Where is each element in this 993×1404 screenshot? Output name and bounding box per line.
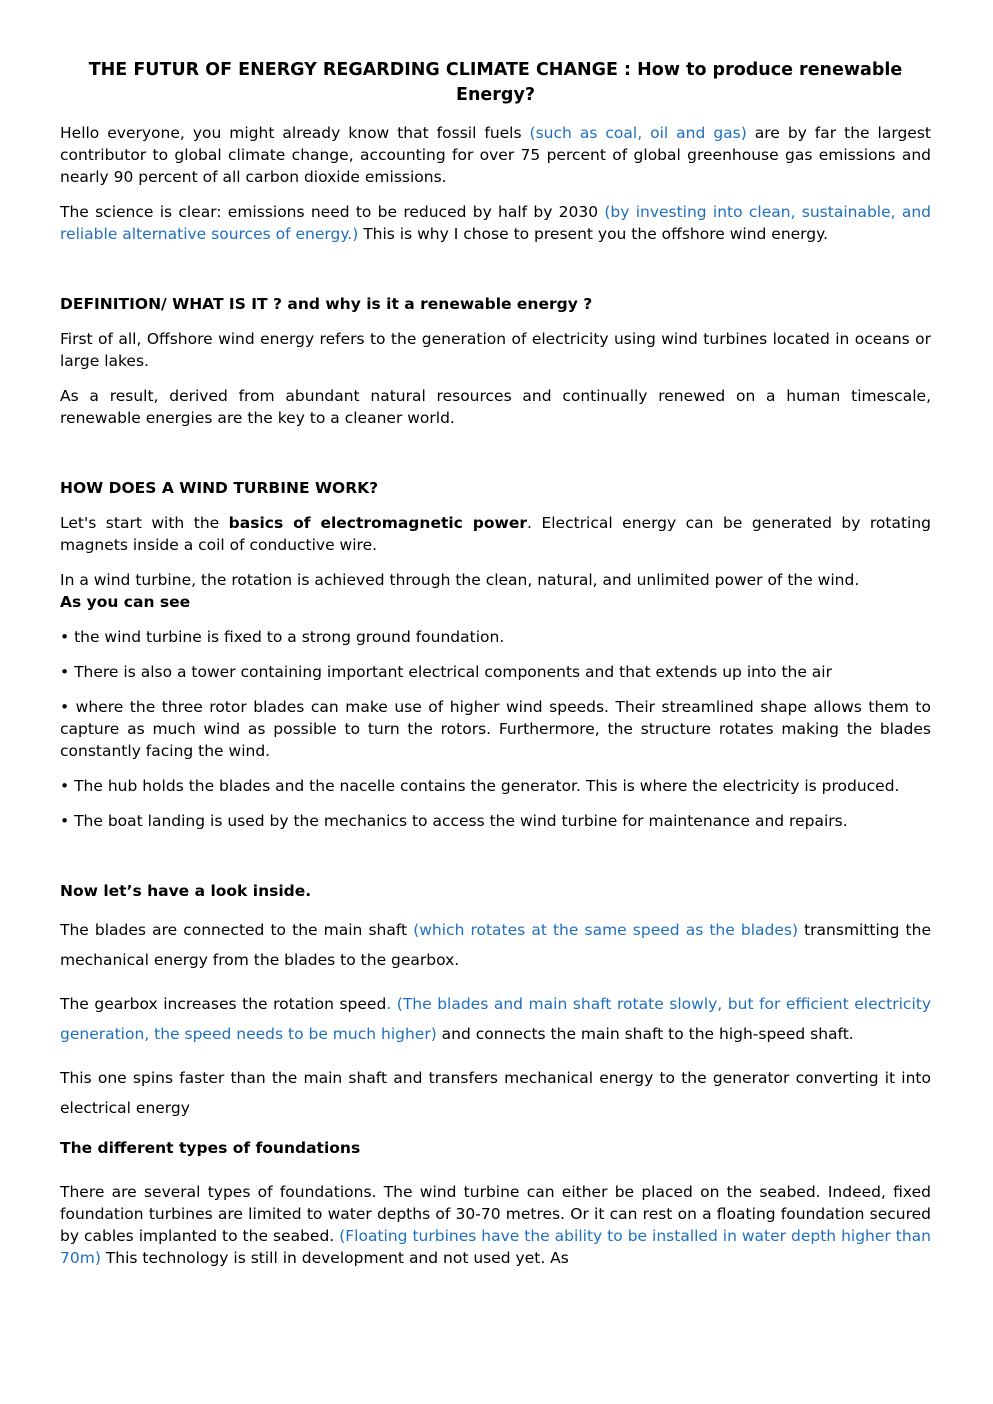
how-paragraph-2: [60, 569, 931, 613]
section-spacer: [60, 442, 931, 477]
bullet-item: • the wind turbine is fixed to a strong ground foundation.: [60, 628, 505, 646]
inside-heading: Now let’s have a look inside.: [60, 882, 312, 900]
bullet-item: • where the three rotor blades can make use of higher wind speeds. Their streamlined shape allows them to capture as much wind as possible to turn the rotors. Furthermore, the structure rotates making the blades constantly facing the wind.: [60, 698, 931, 760]
bullet-item: • The boat landing is used by the mechanics to access the wind turbine for maintenance and repairs.: [60, 812, 848, 830]
intro-paragraph-1: [60, 122, 931, 188]
inside-text: transmitting the mechanical energy from the blades to the gearbox.: [60, 921, 931, 969]
definition-paragraph-1: First of all, Offshore wind energy refers to the generation of electricity using wind turbines located in oceans or large lakes.: [60, 330, 931, 370]
section-spacer: [60, 258, 931, 293]
how-text: . Electrical energy can be generated by rotating magnets inside a coil of conductive wire.: [60, 514, 932, 554]
intro-highlight: (such as coal, oil and gas): [529, 124, 747, 142]
inside-paragraph-2: [60, 989, 931, 1049]
inside-text: The gearbox increases the rotation speed: [60, 995, 387, 1013]
how-text: Let's start with the: [60, 514, 229, 532]
foundations-paragraph: [60, 1181, 931, 1269]
how-text: In a wind turbine, the rotation is achieved through the clean, natural, and unlimited power of the wind.: [60, 571, 860, 589]
inside-paragraph-3: This one spins faster than the main shaft and transfers mechanical energy to the generator converting it into electrical energy: [60, 1069, 931, 1117]
bullet-item: • The hub holds the blades and the nacelle contains the generator. This is where the electricity is produced.: [60, 777, 900, 795]
foundations-text: There are several types of foundations. The wind turbine can either be placed on the seabed. Indeed, fixed foundation turbines are limited to water depths of 30-70 metres. Or it can rest on a floating foundation secured by cables implanted to the seabed.: [60, 1183, 931, 1245]
foundations-heading: The different types of foundations: [60, 1139, 361, 1157]
inside-paragraph-1: [60, 915, 931, 975]
how-paragraph-1: [60, 512, 931, 556]
foundations-highlight: (Floating turbines have the ability to be installed in water depth higher than 70m): [60, 1227, 931, 1267]
how-heading: HOW DOES A WIND TURBINE WORK?: [60, 479, 379, 497]
intro-text: are by far the largest contributor to global climate change, accounting for over 75 percent of global greenhouse gas emissions and nearly 90 percent of all carbon dioxide emissions.: [60, 124, 931, 186]
definition-heading: DEFINITION/ WHAT IS IT ? and why is it a renewable energy ?: [60, 295, 593, 313]
section-spacer: [60, 845, 931, 880]
intro-highlight: (by investing into clean, sustainable, and reliable alternative sources of energy.): [60, 203, 931, 243]
bullet-item: • There is also a tower containing important electrical components and that extends up into the air: [60, 663, 832, 681]
how-bold-text: basics of electromagnetic power: [228, 514, 528, 532]
document-page: [60, 58, 931, 1282]
how-bold-text: As you can see: [60, 593, 191, 611]
intro-text: This is why I chose to present you the offshore wind energy.: [358, 225, 829, 243]
document-title: THE FUTUR OF ENERGY REGARDING CLIMATE CHANGE : How to produce renewable Energy?: [88, 60, 903, 105]
intro-text: Hello everyone, you might already know that fossil fuels: [60, 124, 530, 142]
foundations-text: This technology is still in development and not used yet. As: [100, 1249, 569, 1267]
inside-text: The blades are connected to the main shaft: [60, 921, 414, 939]
inside-highlight: (which rotates at the same speed as the blades): [413, 921, 799, 939]
inside-highlight: . (The blades and main shaft rotate slowly, but for efficient electricity generation, the speed needs to be much higher): [60, 995, 931, 1043]
intro-text: The science is clear: emissions need to be reduced by half by 2030: [60, 203, 605, 221]
intro-paragraph-2: [60, 201, 931, 245]
definition-paragraph-2: As a result, derived from abundant natural resources and continually renewed on a human timescale, renewable energies are the key to a cleaner world.: [60, 387, 931, 427]
inside-text: and connects the main shaft to the high-speed shaft.: [436, 1025, 854, 1043]
